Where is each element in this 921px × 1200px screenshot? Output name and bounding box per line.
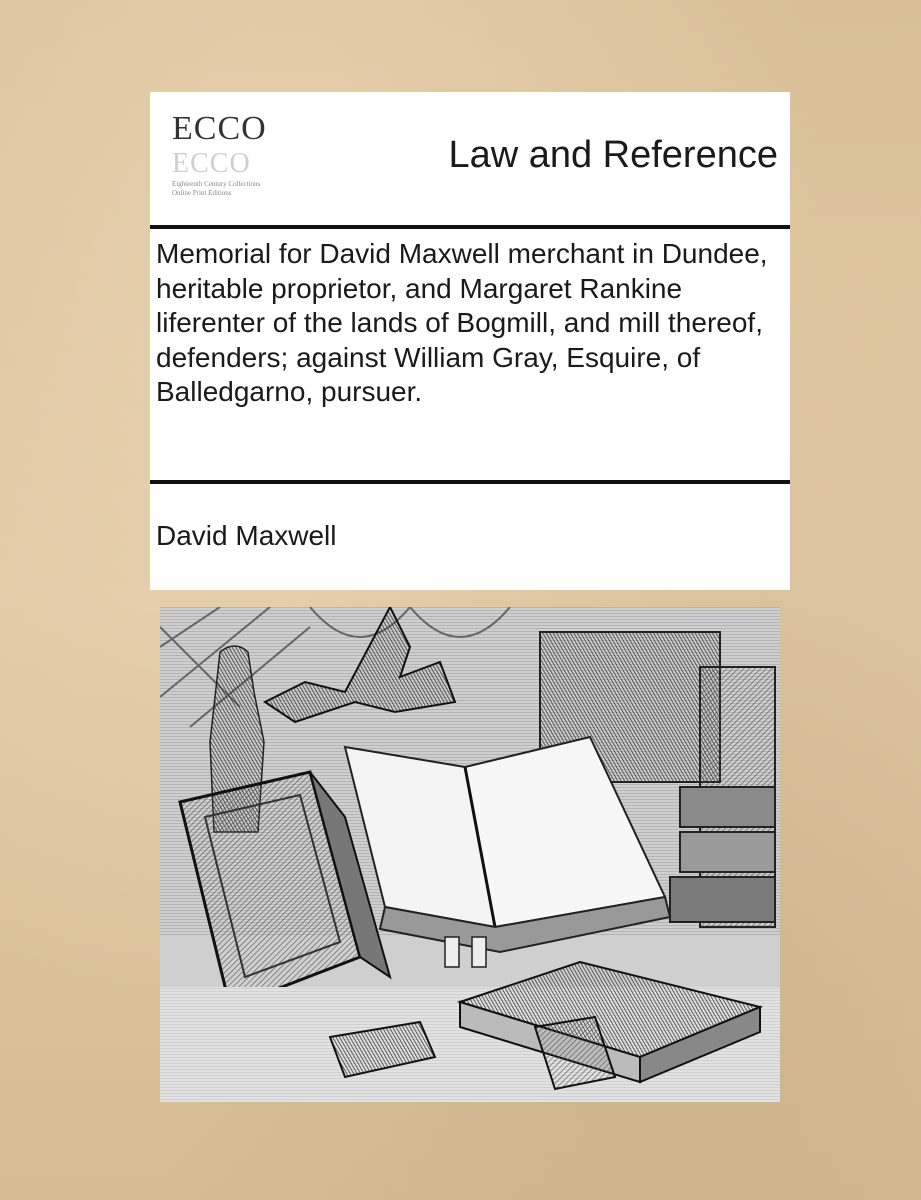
series-title: Law and Reference <box>448 134 778 176</box>
logo-caption: Eighteenth Century Collections Online Print Editions <box>172 180 261 197</box>
ecco-logo <box>164 100 272 222</box>
logo-letters: ECCO <box>172 110 267 147</box>
author-name: David Maxwell <box>156 520 337 551</box>
bottom-divider <box>150 480 790 484</box>
logo-reflection: ECCO <box>172 148 251 179</box>
title-panel <box>150 92 790 590</box>
top-divider <box>150 225 790 229</box>
library-engraving-image <box>160 607 780 1102</box>
book-title: Memorial for David Maxwell merchant in Dundee, heritable proprietor, and Margaret Rankine liferenter of the lands of Bogmill, and mill thereof, defenders; against William Gray, Esquire, of Balledgarno, pursuer. <box>156 238 768 407</box>
